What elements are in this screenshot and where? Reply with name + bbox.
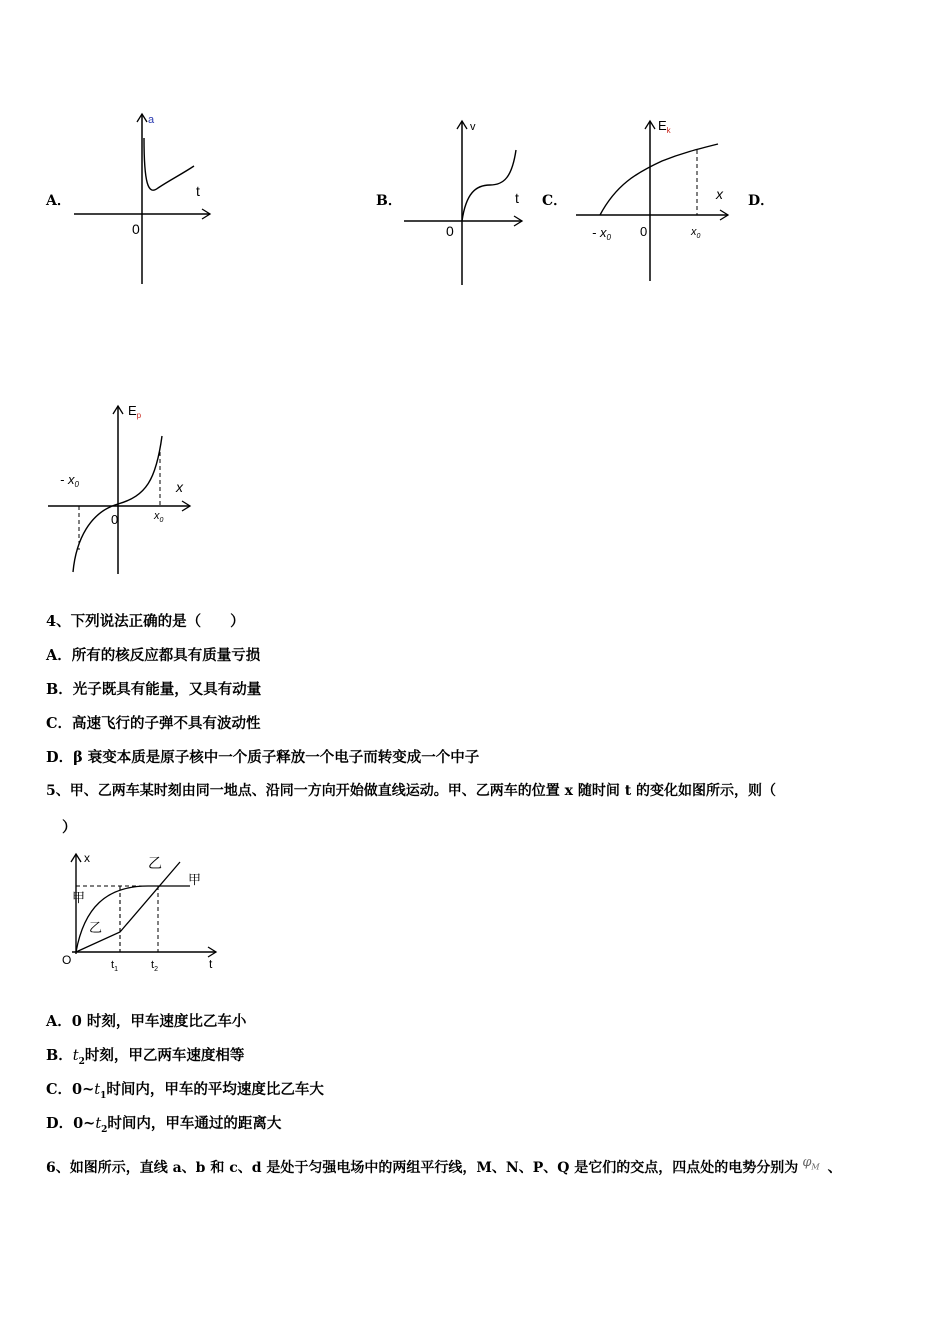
origin-label: 0 xyxy=(640,224,648,239)
x-axis-label: x xyxy=(84,851,90,865)
q4-option-d: D．β 衰变本质是原子核中一个质子释放一个电子而转变成一个中子 xyxy=(46,749,480,766)
y-axis-label: $E_p$ xyxy=(128,403,142,420)
a-t-curve xyxy=(144,138,194,190)
ek-x-curve xyxy=(600,144,718,215)
q5-stem-end: ） xyxy=(62,819,77,836)
q5-option-d: D．$0\sim t_2$时间内，甲车通过的距离大 xyxy=(46,1115,282,1135)
label-jia-right: 甲 xyxy=(188,872,202,887)
q4-stem: 4、下列说法正确的是（ ） xyxy=(46,613,245,630)
origin-label: O xyxy=(62,953,72,967)
x-axis-label: t xyxy=(196,183,200,199)
x-axis-label: x xyxy=(176,479,183,495)
figure-b-graph xyxy=(400,115,530,287)
q4-option-b: B．光子既具有能量，又具有动量 xyxy=(46,681,262,698)
q5-stem: 5、甲、乙两车某时刻由同一地点、沿同一方向开始做直线运动。甲、乙两车的位置 x 随时间 t 的变化如图所示，则（ xyxy=(46,783,777,799)
phi-m-symbol: $\varphi_M$ xyxy=(802,1155,820,1172)
t2-label: $t_2$ xyxy=(151,959,158,972)
neg-x0-label: - $x_0$ xyxy=(60,472,79,489)
neg-x0-label: - $x_0$ xyxy=(592,225,611,242)
label-yi-bottom: 乙 xyxy=(89,920,103,935)
t-axis-label: t xyxy=(209,957,213,971)
y-axis-label: $E_k$ xyxy=(658,118,671,135)
label-yi-top: 乙 xyxy=(148,855,162,871)
y-axis-label: a xyxy=(148,114,155,126)
origin-label: 0 xyxy=(446,223,454,239)
y-axis-label: v xyxy=(470,121,476,133)
figure-a-graph xyxy=(70,108,220,286)
t1-label: $t_1$ xyxy=(111,959,118,972)
pos-x0-label: $x_0$ xyxy=(691,226,701,240)
figure-c-graph xyxy=(572,115,737,285)
v-t-curve xyxy=(462,150,516,221)
label-jia-left: 甲 xyxy=(72,890,86,905)
q4-option-a: A．所有的核反应都具有质量亏损 xyxy=(46,647,261,664)
q5-option-c: C．$0\sim t_1$时间内，甲车的平均速度比乙车大 xyxy=(46,1081,324,1101)
x-axis-label: t xyxy=(515,190,519,206)
figure-d-graph xyxy=(44,400,202,578)
q4-option-c: C．高速飞行的子弹不具有波动性 xyxy=(46,715,261,732)
line-yi xyxy=(76,862,180,952)
option-a-label: A． xyxy=(46,193,71,209)
option-d-label: D． xyxy=(748,193,775,209)
x-axis-label: x xyxy=(716,186,723,202)
q6-stem: 6、如图所示，直线 a、b 和 c、d 是处于匀强电场中的两组平行线，M、N、P、Q 是它们的交点，四点处的电势分别为 $\varphi_M$ 、 xyxy=(46,1155,842,1176)
origin-label: 0 xyxy=(111,512,119,527)
q5-option-a: A．0 时刻，甲车速度比乙车小 xyxy=(46,1013,247,1030)
q5-position-time-graph xyxy=(58,846,228,972)
option-c-label: C． xyxy=(542,193,568,209)
q5-option-b: B．$t_2$时刻，甲乙两车速度相等 xyxy=(46,1047,245,1067)
curve-jia xyxy=(76,886,190,952)
pos-x0-label: $x_0$ xyxy=(154,510,164,524)
origin-label: 0 xyxy=(132,221,140,237)
option-b-label: B． xyxy=(376,193,402,209)
